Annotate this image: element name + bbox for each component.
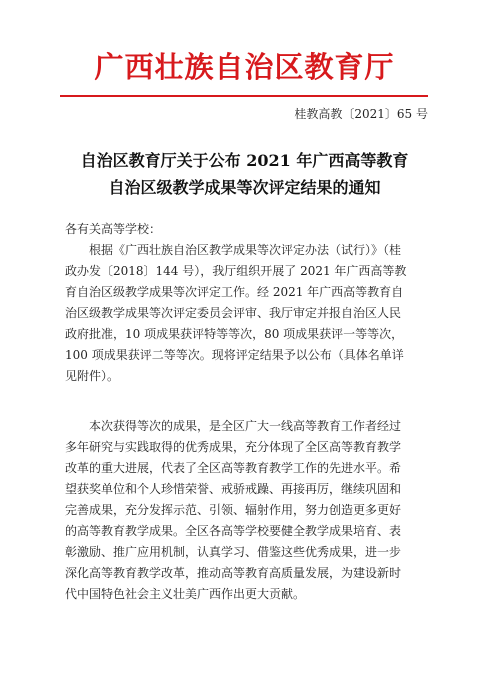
paragraph-2-line: 完善成果，充分发挥示范、引领、辐射作用，努力创造更多更好 [65,503,402,517]
document-number: 桂教高教〔2021〕65 号 [294,107,428,121]
paragraph-2-line: 本次获得等次的成果，是全区广大一线高等教育工作者经过 [89,419,402,433]
notice-title-line-2: 自治区级教学成果等次评定结果的通知 [108,178,381,197]
paragraph-2 [65,416,425,605]
org-title: 广西壮族自治区教育厅 [94,50,395,84]
paragraph-1-line: 见附件）。 [65,369,120,383]
red-divider [60,95,428,97]
paragraph-1-line: 育自治区级教学成果等次评定工作。经 2021 年广西高等教育自 [65,285,404,299]
salutation: 各有关高等学校： [65,222,162,236]
paragraph-1-line: 政府批准，10 项成果获评特等等次，80 项成果获评一等等次， [65,327,404,341]
paragraph-2-line: 代中国特色社会主义壮美广西作出更大贡献。 [65,587,306,601]
paragraph-1-line: 政办发〔2018〕144 号），我厅组织开展了 2021 年广西高等教 [65,264,407,278]
notice-title-line-1: 自治区教育厅关于公布 2021 年广西高等教育 [80,151,409,170]
paragraph-2-line: 望获奖单位和个人珍惜荣誉、戒骄戒躁、再接再厉，继续巩固和 [65,482,402,496]
paragraph-2-line: 多年研究与实践取得的优秀成果，充分体现了全区高等教育教学 [65,440,402,454]
paragraph-2-line: 改革的重大进展，代表了全区高等教育教学工作的先进水平。希 [65,461,402,475]
paragraph-2-line: 的高等教育教学成果。全区各高等学校要健全教学成果培育、表 [65,524,402,538]
paragraph-2-line: 彰激励、推广应用机制，认真学习、借鉴这些优秀成果，进一步 [65,545,402,559]
notice-title [0,147,489,201]
paragraph-1-line: 100 项成果获评二等等次。现将评定结果予以公布（具体名单详 [65,348,404,362]
paragraph-1 [65,240,425,387]
paragraph-2-line: 深化高等教育教学改革，推动高等教育高质量发展，为建设新时 [65,566,402,580]
paragraph-1-line: 治区级教学成果等次评定委员会评审、我厅审定并报自治区人民 [65,306,402,320]
paragraph-1-line: 根据《广西壮族自治区教学成果等次评定办法（试行）》（桂 [89,243,402,257]
